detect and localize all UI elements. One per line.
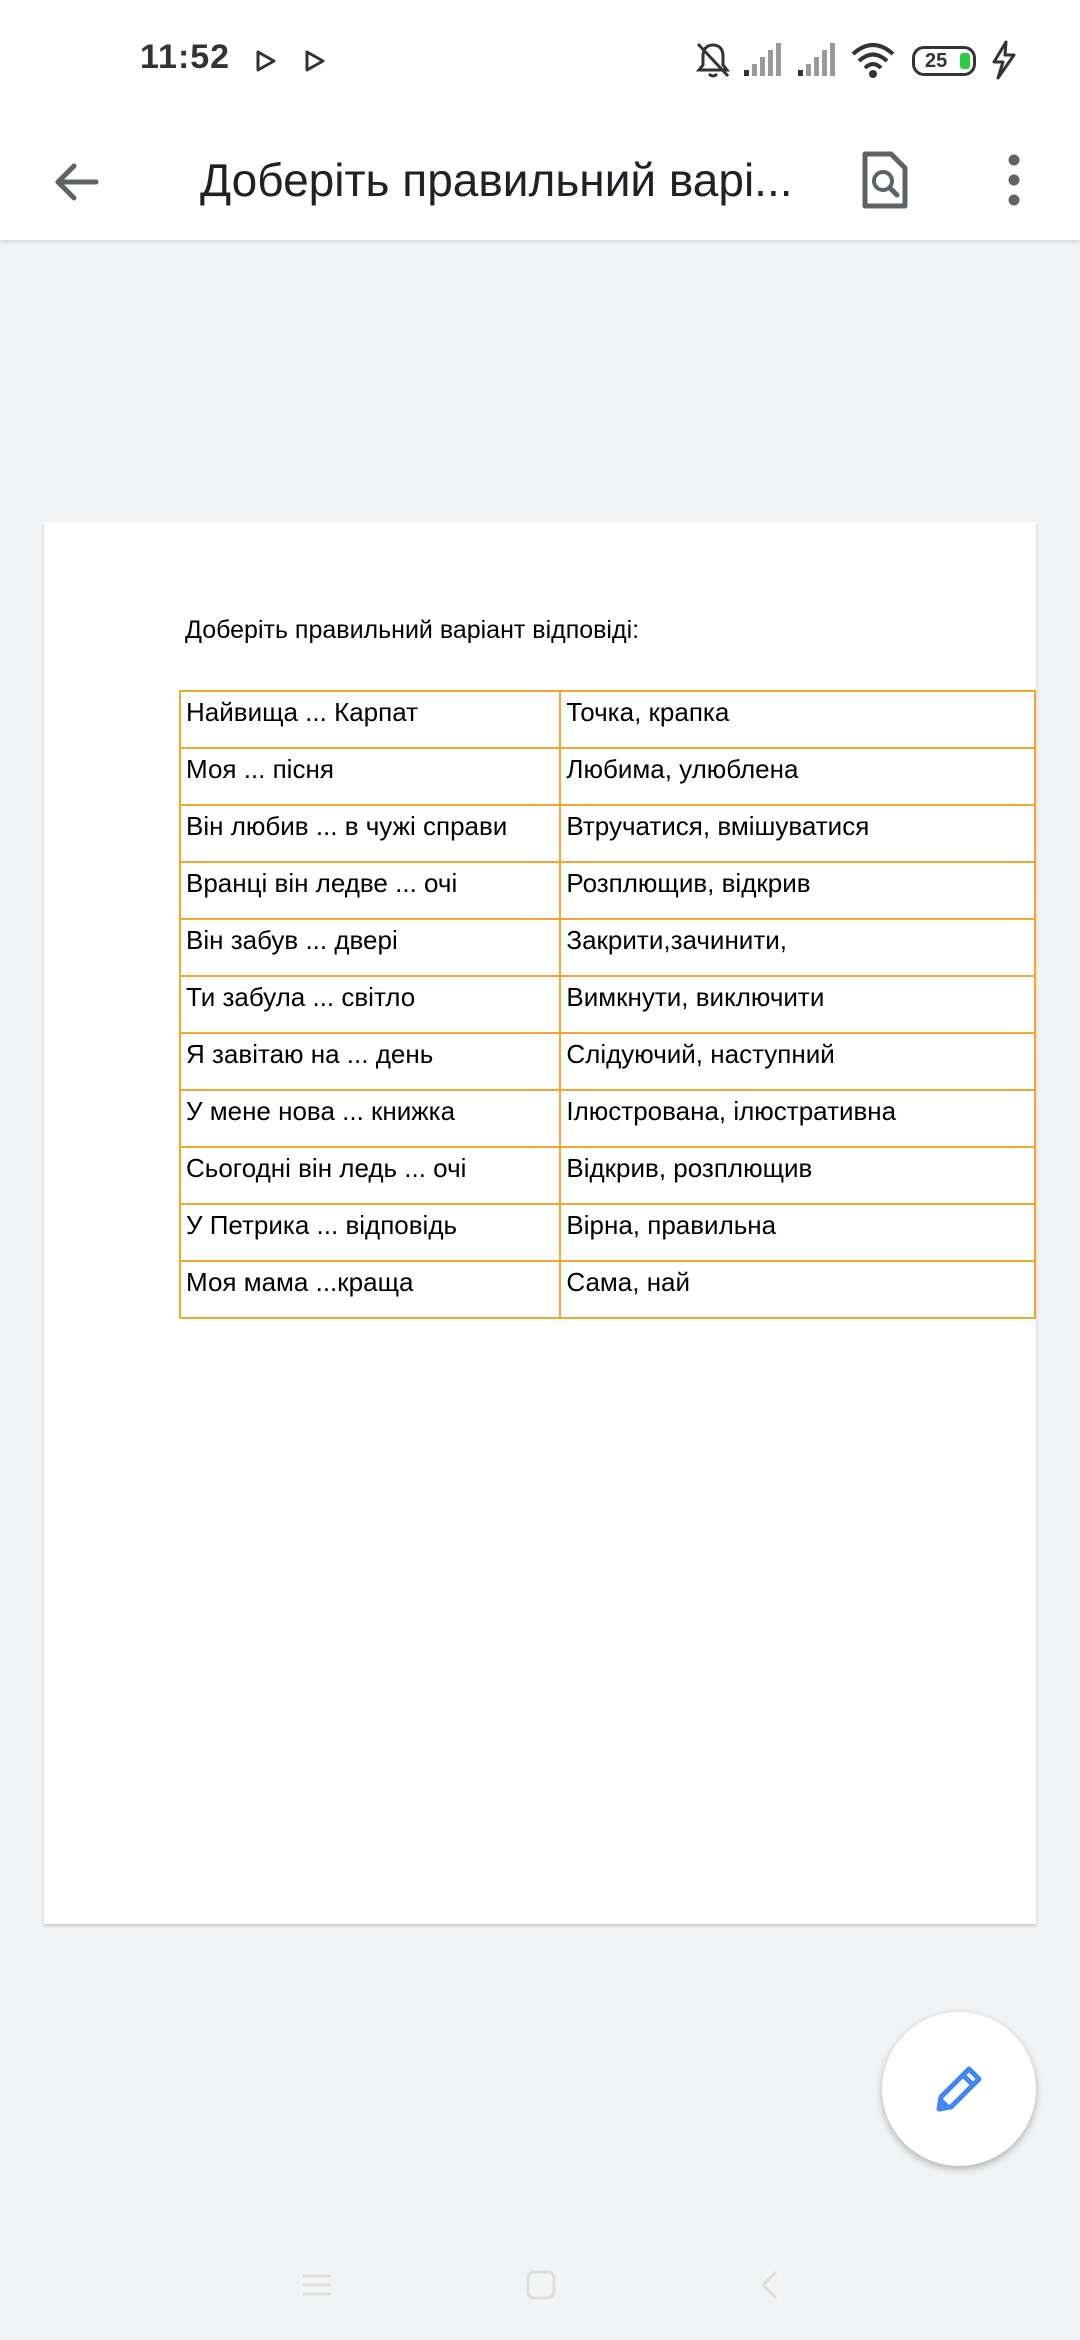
table-cell-options: Відкрив, розплющив — [560, 1147, 1035, 1204]
table-row — [180, 1033, 1035, 1090]
menu-icon — [301, 2272, 333, 2298]
table-cell-options: Розплющив, відкрив — [560, 862, 1035, 919]
system-nav-bar — [0, 2230, 1080, 2340]
table-row — [180, 1090, 1035, 1147]
home-button[interactable] — [516, 2260, 566, 2310]
table-cell-sentence: Він любив ... в чужі справи — [180, 805, 560, 862]
edit-fab-button[interactable] — [882, 2012, 1036, 2166]
instruction-text: Доберіть правильний варіант відповіді: — [185, 616, 640, 644]
document-page — [44, 522, 1036, 1924]
table-row — [180, 1204, 1035, 1261]
app-bar — [0, 120, 1080, 240]
table-row — [180, 1147, 1035, 1204]
table-cell-sentence: У Петрика ... відповідь — [180, 1204, 560, 1261]
table-cell-sentence: Ти забула ... світло — [180, 976, 560, 1033]
charging-icon — [988, 40, 1020, 80]
signal-icon — [796, 40, 836, 80]
battery-fill — [960, 53, 970, 69]
table-cell-sentence: Вранці він ледве ... очі — [180, 862, 560, 919]
signal-icon — [742, 40, 782, 80]
status-bar — [0, 0, 1080, 120]
wifi-icon — [850, 40, 896, 80]
table-cell-options: Вірна, правильна — [560, 1204, 1035, 1261]
find-in-page-button[interactable] — [848, 144, 920, 216]
table-cell-sentence: Він забув ... двері — [180, 919, 560, 976]
table-cell-sentence: Моя ... пісня — [180, 748, 560, 805]
table-cell-options: Вимкнути, виключити — [560, 976, 1035, 1033]
table-cell-sentence: Моя мама ...краща — [180, 1261, 560, 1318]
more-options-button[interactable] — [978, 144, 1050, 216]
table-row — [180, 691, 1035, 748]
table-cell-options: Любима, улюблена — [560, 748, 1035, 805]
table-cell-options: Сама, най — [560, 1261, 1035, 1318]
edit-pencil-icon — [929, 2059, 989, 2119]
answer-table — [179, 690, 1036, 1319]
table-cell-options: Ілюстрована, ілюстративна — [560, 1090, 1035, 1147]
back-chevron-icon — [758, 2269, 780, 2301]
more-vertical-icon — [1006, 154, 1022, 206]
bell-muted-icon — [694, 40, 732, 80]
table-cell-sentence: Я завітаю на ... день — [180, 1033, 560, 1090]
table-cell-options: Закрити,зачинити, — [560, 919, 1035, 976]
nav-back-button[interactable] — [744, 2260, 794, 2310]
table-cell-sentence: Найвища ... Карпат — [180, 691, 560, 748]
back-button[interactable] — [40, 146, 112, 218]
table-cell-options: Втручатися, вмішуватися — [560, 805, 1035, 862]
top-bar — [0, 0, 1080, 240]
table-cell-options: Точка, крапка — [560, 691, 1035, 748]
find-in-page-icon — [859, 151, 909, 209]
table-row — [180, 805, 1035, 862]
play-icon — [254, 50, 276, 72]
table-cell-sentence: У мене нова ... книжка — [180, 1090, 560, 1147]
battery-level: 25 — [925, 50, 948, 72]
table-row — [180, 919, 1035, 976]
status-time: 11:52 — [140, 38, 231, 76]
table-cell-sentence: Сьогодні він ледь ... очі — [180, 1147, 560, 1204]
home-square-icon — [525, 2269, 557, 2301]
table-row — [180, 862, 1035, 919]
table-row — [180, 1261, 1035, 1318]
table-cell-options: Слідуючий, наступний — [560, 1033, 1035, 1090]
back-arrow-icon — [50, 156, 102, 208]
battery-icon — [912, 46, 976, 76]
play-icon — [303, 50, 325, 72]
document-title: Доберіть правильний варі... — [200, 154, 793, 206]
recent-apps-button[interactable] — [292, 2260, 342, 2310]
table-row — [180, 748, 1035, 805]
table-row — [180, 976, 1035, 1033]
